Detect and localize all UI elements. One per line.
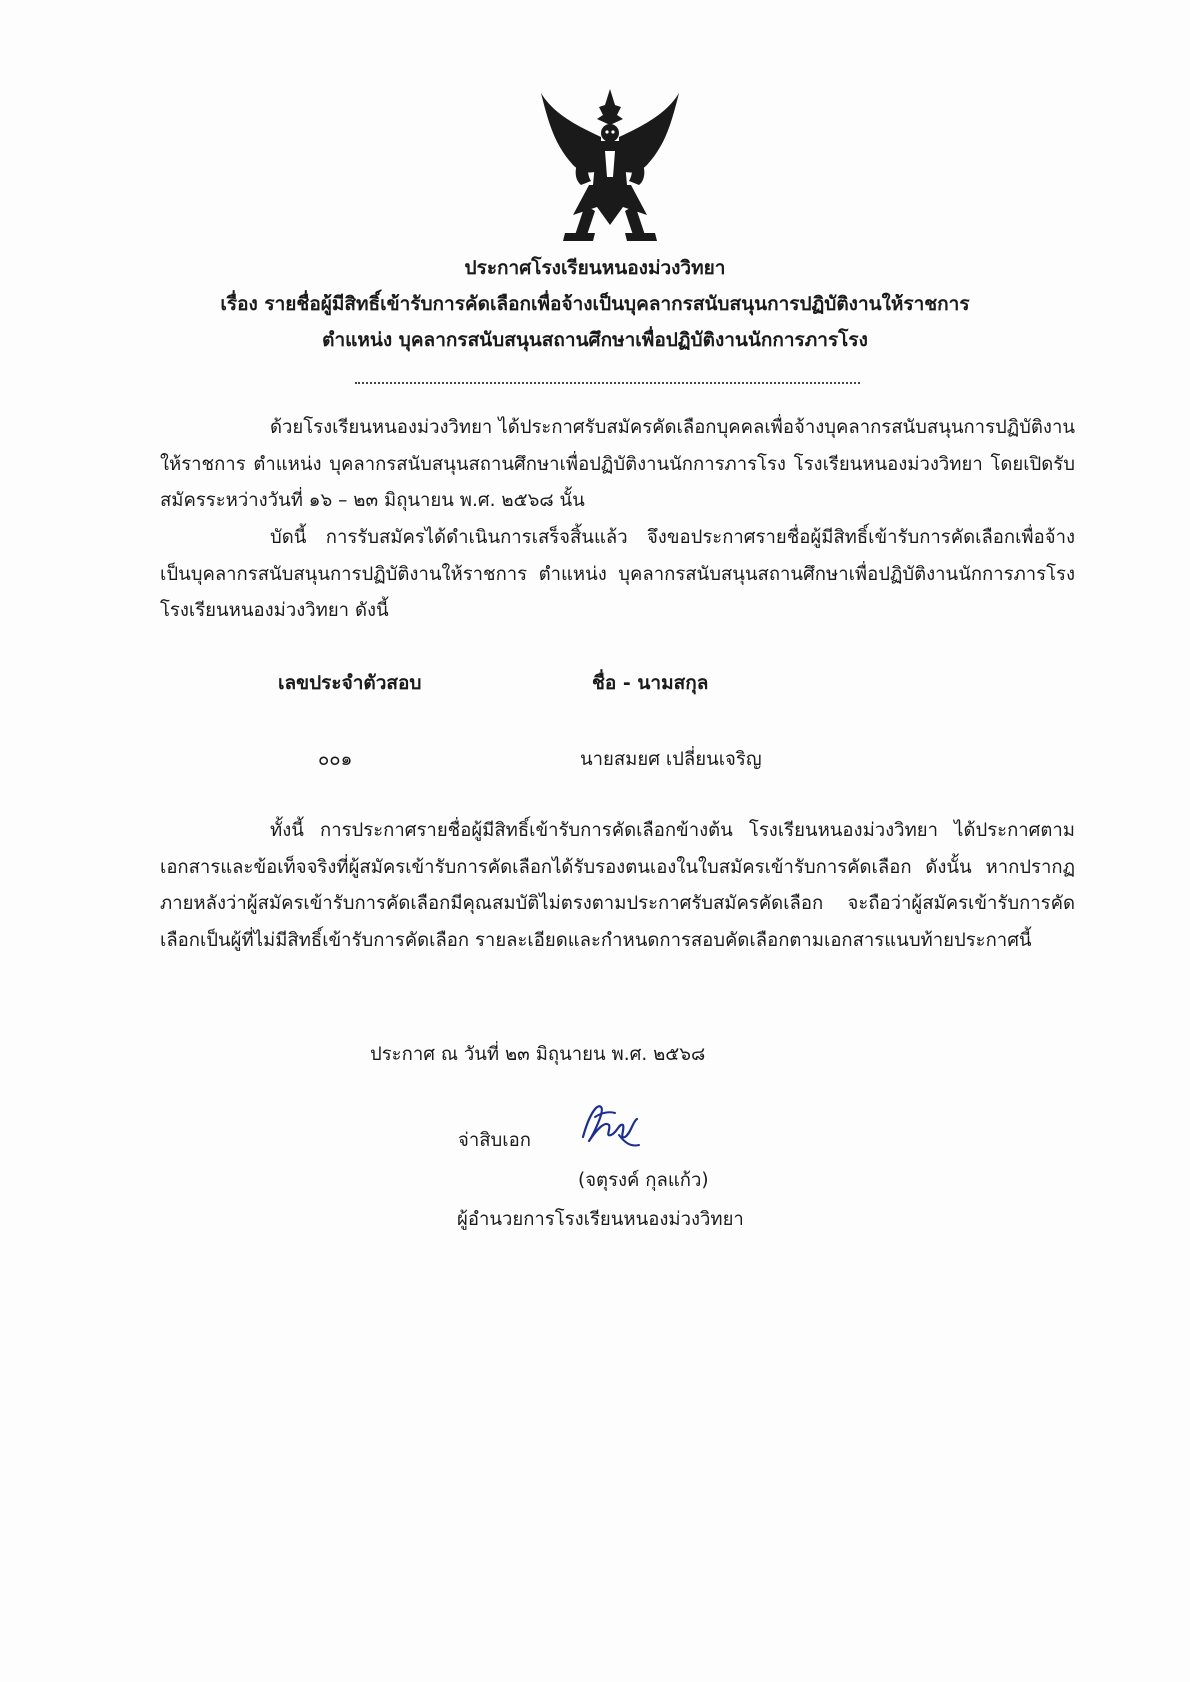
- signer-name: (จตุรงค์ กุลแก้ว): [578, 1170, 709, 1191]
- intro-paragraph: [160, 410, 1075, 520]
- name-column-header: ชื่อ - นามสกุล: [592, 672, 709, 694]
- conditions-paragraph-text: ทั้งนี้ การประกาศรายชื่อผู้มีสิทธิ์เข้ารับการคัดเลือกข้างต้น โรงเรียนหนองม่วงวิทยา ได้ประกาศตามเอกสารและข้อเท็จจริงที่ผู้สมัครเข้ารับการคัดเลือกได้รับรองตนเองในใบสมัครเข้ารับการคัดเลือก ดังนั้น หากปรากฏภายหลังว่าผู้สมัครเข้ารับการคัดเลือกมีคุณสมบัติไม่ตรงตามประกาศรับสมัครคัดเลือก จะถือว่าผู้สมัครเข้ารับการคัดเลือกเป็นผู้ที่ไม่มีสิทธิ์เข้ารับการคัดเลือก รายละเอียดและกำหนดการสอบคัดเลือกตามเอกสารแนบท้ายประกาศนี้: [160, 820, 1075, 951]
- exam-id-cell: ๐๐๑: [318, 749, 353, 770]
- announcement-date: ประกาศ ณ วันที่ ๒๓ มิถุนายน พ.ศ. ๒๕๖๘: [370, 1044, 706, 1065]
- signer-rank: จ่าสิบเอก: [458, 1130, 531, 1151]
- candidate-name-cell: นายสมยศ เปลี่ยนเจริญ: [580, 749, 762, 770]
- exam-id-column-header: เลขประจำตัวสอบ: [278, 672, 422, 694]
- garuda-emblem-icon: [535, 85, 685, 245]
- announcement-subject: เรื่อง รายชื่อผู้มีสิทธิ์เข้ารับการคัดเลือกเพื่อจ้างเป็นบุคลากรสนับสนุนการปฏิบัติงานให้ราชการ: [220, 293, 970, 315]
- announcement-paragraph: [160, 520, 1075, 630]
- signer-title: ผู้อำนวยการโรงเรียนหนองม่วงวิทยา: [457, 1209, 744, 1230]
- intro-paragraph-text: ด้วยโรงเรียนหนองม่วงวิทยา ได้ประกาศรับสมัครคัดเลือกบุคคลเพื่อจ้างบุคลากรสนับสนุนการปฏิบัติงานให้ราชการ ตำแหน่ง บุคลากรสนับสนุนสถานศึกษาเพื่อปฏิบัติงานนักการภารโรง โรงเรียนหนองม่วงวิทยา โดยเปิดรับสมัครระหว่างวันที่ ๑๖ – ๒๓ มิถุนายน พ.ศ. ๒๕๖๘ นั้น: [160, 417, 1075, 511]
- announcement-title: ประกาศโรงเรียนหนองม่วงวิทยา: [464, 257, 726, 279]
- dotted-divider: [355, 382, 860, 384]
- announcement-paragraph-text: บัดนี้ การรับสมัครได้ดำเนินการเสร็จสิ้นแล้ว จึงขอประกาศรายชื่อผู้มีสิทธิ์เข้ารับการคัดเลือกเพื่อจ้างเป็นบุคลากรสนับสนุนการปฏิบัติงานให้ราชการ ตำแหน่ง บุคลากรสนับสนุนสถานศึกษาเพื่อปฏิบัติงานนักการภารโรง โรงเรียนหนองม่วงวิทยา ดังนี้: [160, 527, 1075, 621]
- handwritten-signature: [575, 1095, 645, 1155]
- announcement-position: ตำแหน่ง บุคลากรสนับสนุนสถานศึกษาเพื่อปฏิบัติงานนักการภารโรง: [322, 329, 868, 351]
- conditions-paragraph: [160, 813, 1075, 959]
